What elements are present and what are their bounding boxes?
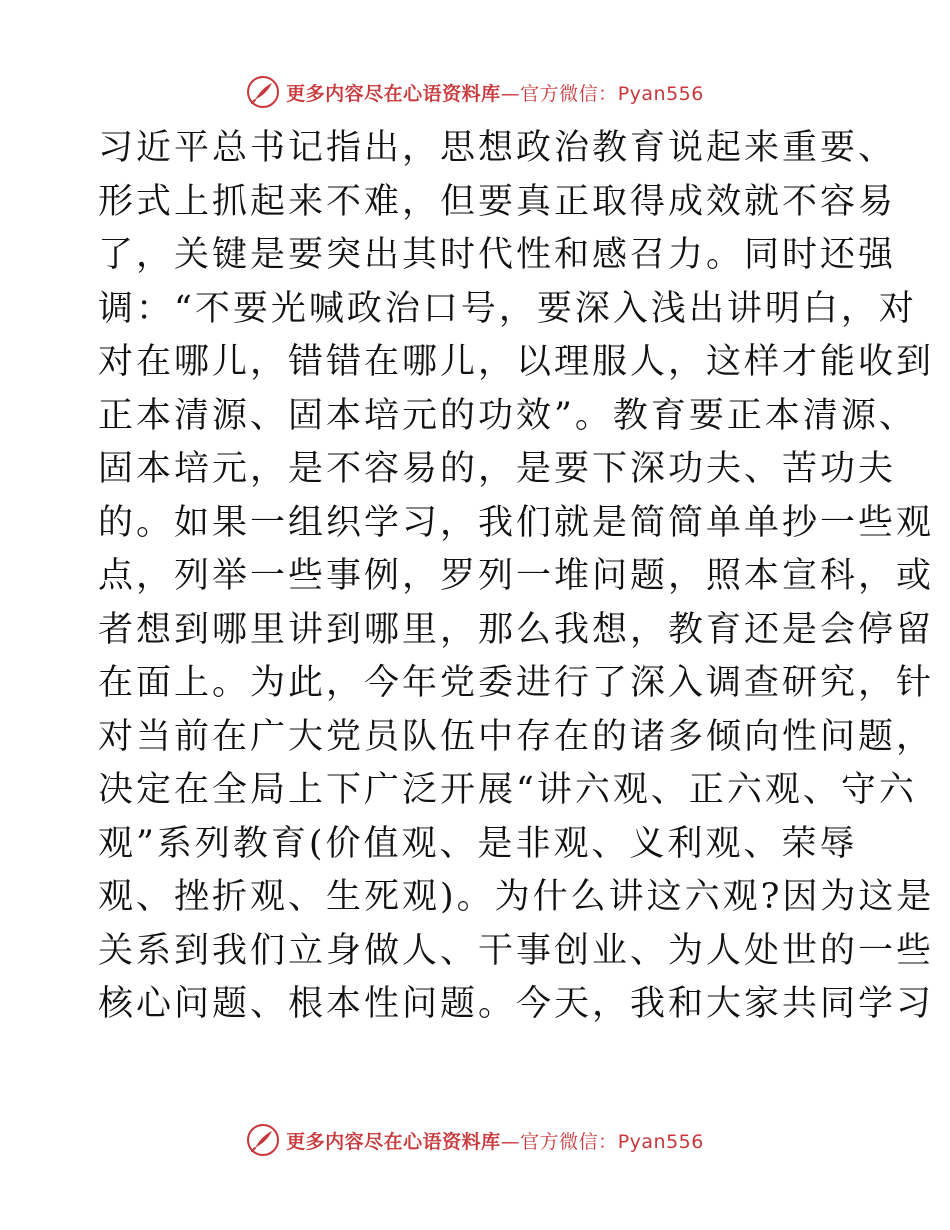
watermark-main-text: 更多内容尽在心语资料库	[286, 1130, 501, 1153]
text-line: 的。如果一组织学习，我们就是简简单单抄一些观	[98, 502, 935, 543]
quill-pen-icon	[246, 75, 280, 109]
text-line: 关系到我们立身做人、干事创业、为人处世的一些	[98, 930, 935, 971]
text-line: 对当前在广大党员队伍中存在的诸多倾向性问题，	[98, 716, 935, 757]
document-body	[98, 122, 935, 1032]
text-line: 了，关键是要突出其时代性和感召力。同时还强	[98, 235, 897, 275]
watermark-wechat-id: Pyan556	[617, 82, 704, 105]
watermark-wechat-id: Pyan556	[617, 1130, 704, 1153]
watermark-wechat-label: 官方微信：	[520, 82, 618, 105]
text-line: 正本清源、固本培元的功效”。教育要正本清源、	[98, 395, 917, 436]
watermark-wechat-label: 官方微信：	[520, 1130, 618, 1153]
text-line: 习近平总书记指出，思想政治教育说起来重要、	[98, 128, 897, 168]
watermark-text	[286, 79, 704, 106]
text-line: 观、挫折观、生死观)。为什么讲这六观?因为这是	[98, 877, 935, 917]
text-line: 固本培元，是不容易的，是要下深功夫、苦功夫	[98, 449, 897, 489]
footer-watermark	[0, 1120, 950, 1160]
text-line: 在面上。为此，今年党委进行了深入调查研究，针	[98, 663, 935, 703]
text-line: 决定在全局上下广泛开展“讲六观、正六观、守六	[98, 770, 917, 810]
text-line: 观”系列教育(价值观、是非观、义利观、荣辱	[98, 823, 858, 864]
watermark-separator: —	[500, 82, 521, 105]
header-watermark	[0, 72, 950, 112]
text-line: 形式上抓起来不难，但要真正取得成效就不容易	[98, 181, 897, 222]
text-line: 点，列举一些事例，罗列一堆问题，照本宣科，或	[98, 556, 935, 596]
watermark-main-text: 更多内容尽在心语资料库	[286, 82, 501, 105]
text-line: 核心问题、根本性问题。今天，我和大家共同学习	[98, 984, 935, 1024]
watermark-separator: —	[500, 1130, 521, 1153]
watermark-text	[286, 1127, 704, 1154]
quill-pen-icon	[246, 1123, 280, 1157]
text-line: 者想到哪里讲到哪里，那么我想，教育还是会停留	[98, 609, 935, 650]
text-line: 调：“不要光喊政治口号，要深入浅出讲明白，对	[98, 288, 917, 329]
text-line: 对在哪儿，错错在哪儿，以理服人，这样才能收到	[98, 342, 935, 382]
